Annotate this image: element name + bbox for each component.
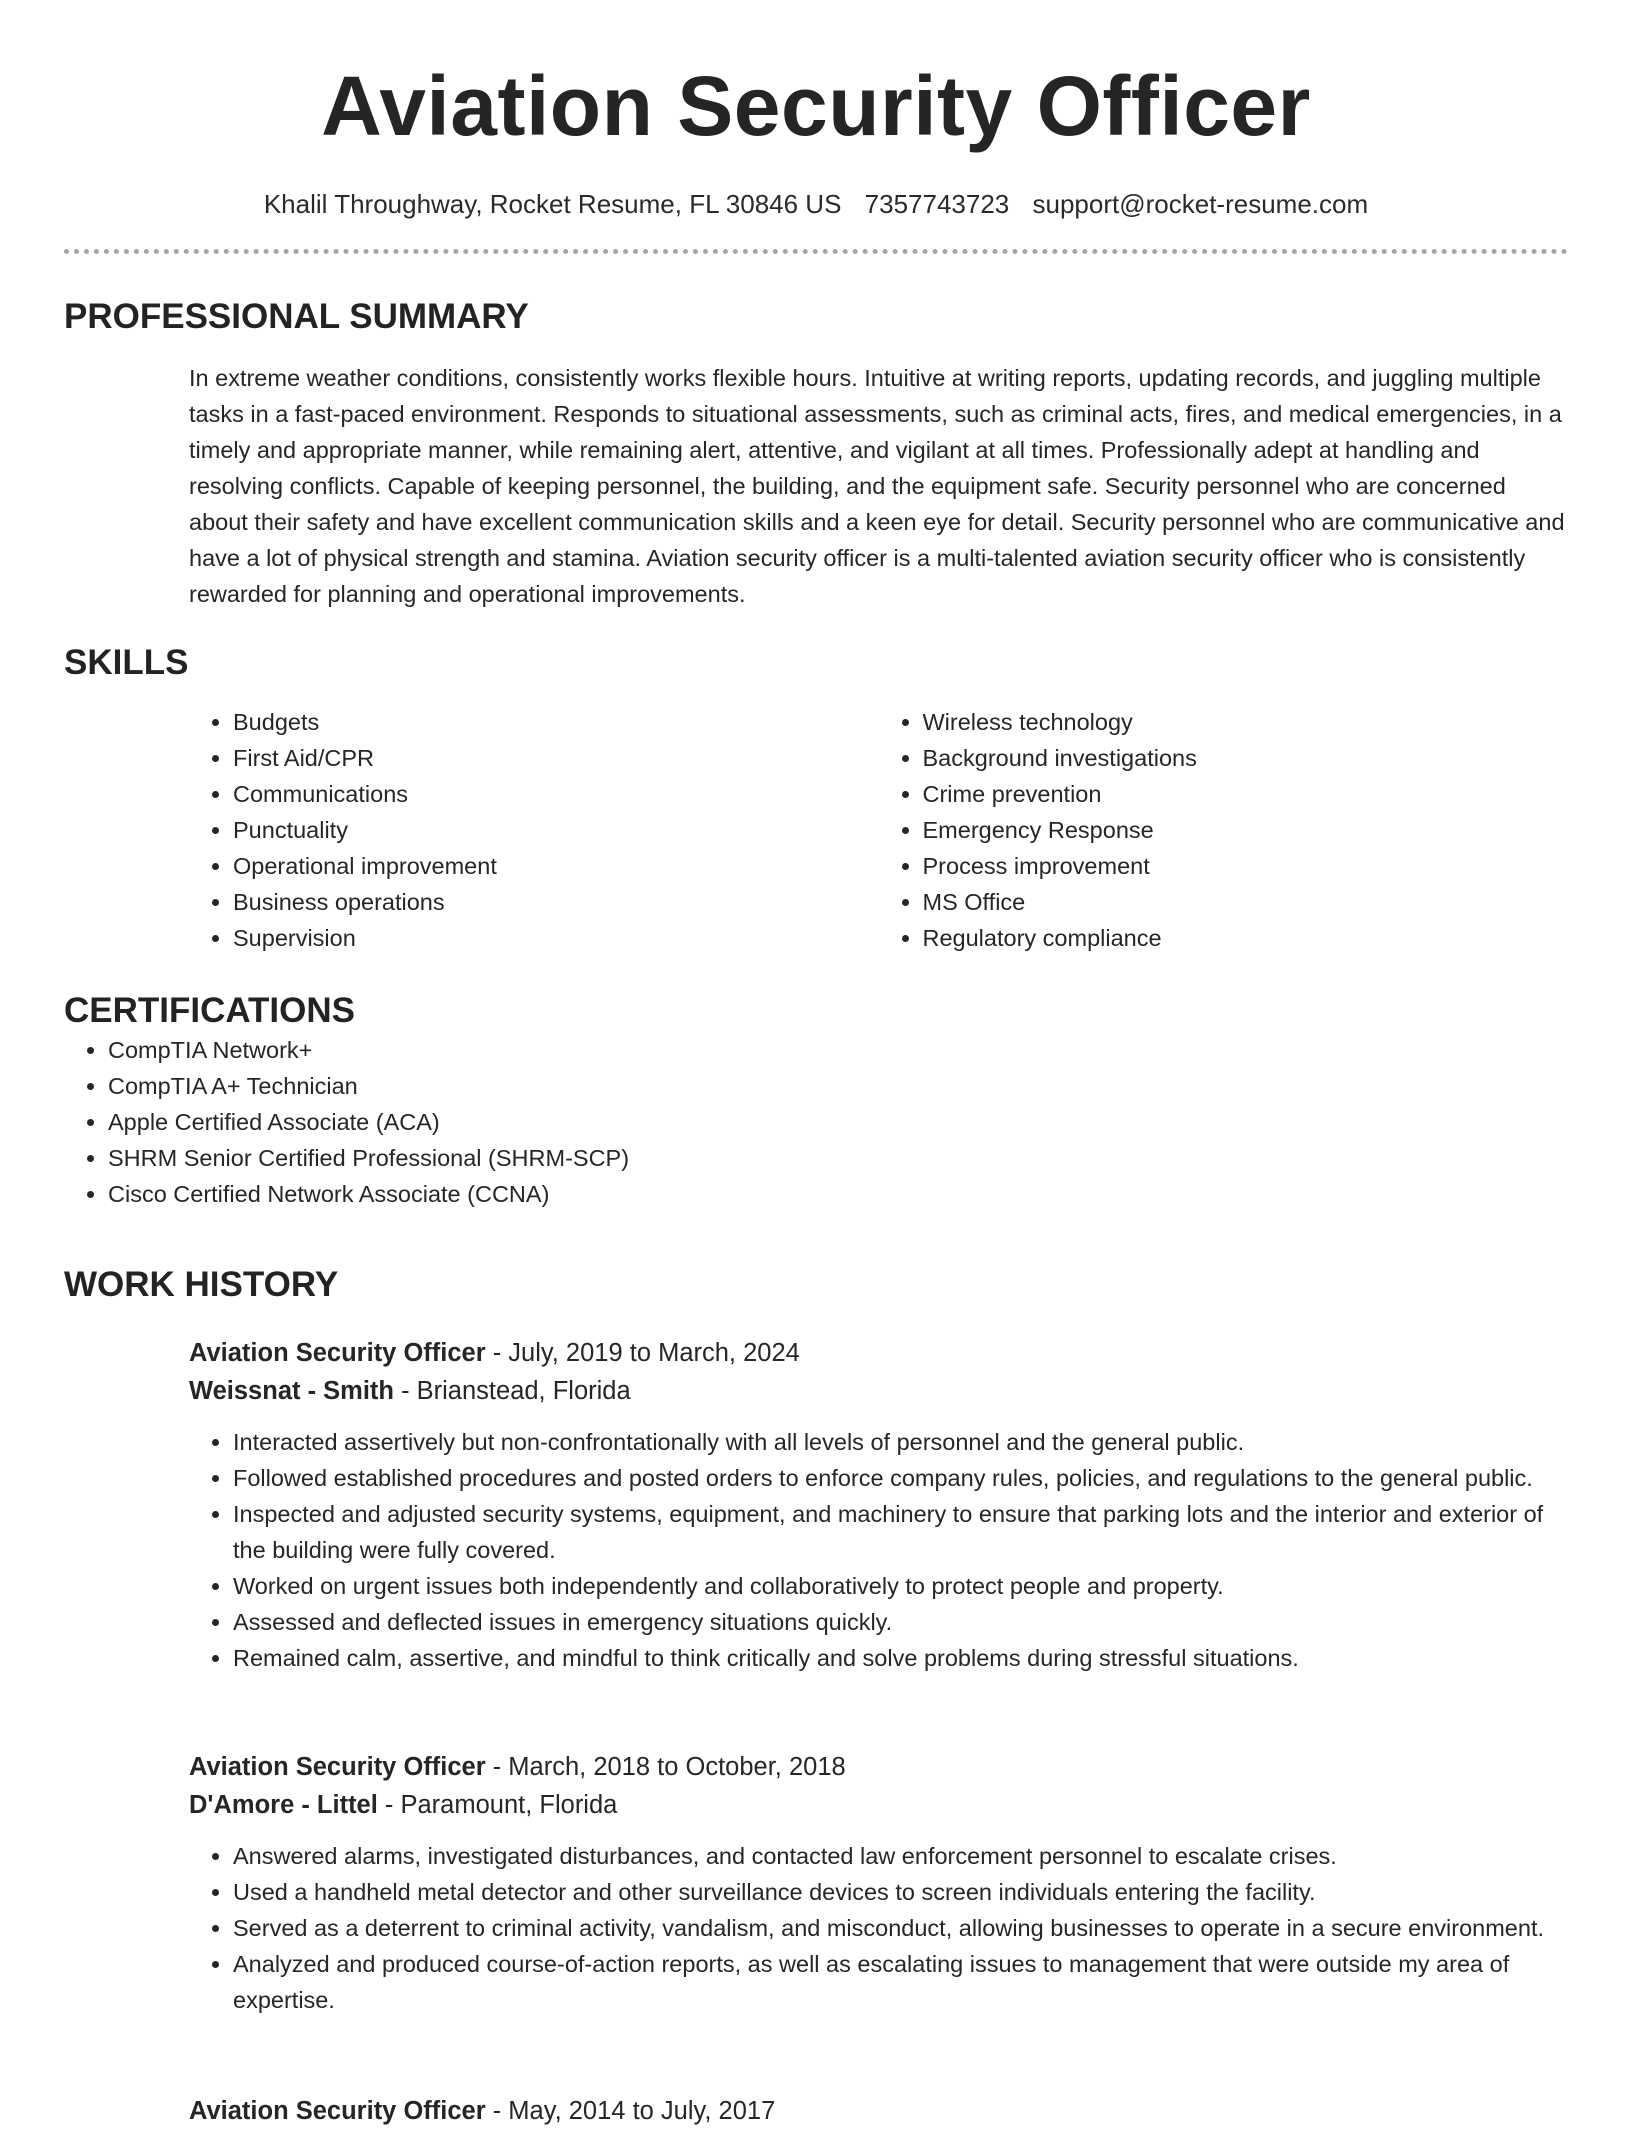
skill-item: • Business operations	[233, 884, 879, 920]
job-duties-list	[189, 1838, 1568, 2018]
certification-item: • Cisco Certified Network Associate (CCNA)	[108, 1176, 1568, 1212]
skills-list-left	[189, 704, 879, 956]
skill-item: • Regulatory compliance	[923, 920, 1569, 956]
job-body	[189, 1748, 1568, 2018]
job-title-line	[189, 1334, 1568, 1372]
job-company-line	[189, 1372, 1568, 1410]
certification-item: • SHRM Senior Certified Professional (SHRM-SCP)	[108, 1140, 1568, 1176]
job-location: - Brianstead, Florida	[393, 1377, 631, 1405]
skill-item: • Operational improvement	[233, 848, 879, 884]
job-duties-list	[189, 1424, 1568, 1676]
job-duty: • Remained calm, assertive, and mindful to think critically and solve problems during stressful situations.	[233, 1640, 1568, 1676]
job-dates: - March, 2018 to October, 2018	[485, 1753, 846, 1781]
work-history-heading: WORK HISTORY	[64, 1265, 339, 1304]
skill-item: • Emergency Response	[923, 812, 1569, 848]
contact-line	[0, 188, 1632, 220]
resume-title: Aviation Security Officer	[321, 59, 1311, 153]
job-role: Aviation Security Officer	[189, 2097, 486, 2125]
skill-item: • Punctuality	[233, 812, 879, 848]
skills-list-right	[879, 704, 1569, 956]
certification-item: • CompTIA Network+	[108, 1032, 1568, 1068]
skills-section	[64, 642, 1568, 956]
work-history-section	[64, 1264, 1568, 1306]
resume-header	[0, 0, 1632, 220]
job-body	[189, 2092, 1568, 2130]
job-company: Weissnat - Smith	[189, 1377, 394, 1405]
job-duty: • Assessed and deflected issues in emergency situations quickly.	[233, 1604, 1568, 1640]
job-entry	[64, 1748, 1568, 2018]
job-duty: • Answered alarms, investigated disturbances, and contacted law enforcement personnel to escalate crises.	[233, 1838, 1568, 1874]
job-title-line	[189, 1748, 1568, 1786]
job-duty: • Analyzed and produced course-of-action reports, as well as escalating issues to management that were outside my area of expertise.	[233, 1946, 1568, 2018]
job-duty: • Served as a deterrent to criminal activity, vandalism, and misconduct, allowing businesses to operate in a secure environment.	[233, 1910, 1568, 1946]
skill-item: • MS Office	[923, 884, 1569, 920]
contact-phone: 7357743723	[864, 189, 1010, 219]
job-dates: - July, 2019 to March, 2024	[485, 1339, 800, 1367]
job-dates: - May, 2014 to July, 2017	[485, 2097, 776, 2125]
skill-item: • Communications	[233, 776, 879, 812]
job-location: - Paramount, Florida	[377, 1791, 618, 1819]
summary-heading: PROFESSIONAL SUMMARY	[64, 297, 529, 336]
skill-item: • Crime prevention	[923, 776, 1569, 812]
contact-email: support@rocket-resume.com	[1032, 189, 1369, 219]
job-company: D'Amore - Littel	[189, 1791, 378, 1819]
certifications-heading: CERTIFICATIONS	[64, 991, 356, 1030]
skills-heading: SKILLS	[64, 643, 189, 682]
skill-item: • Background investigations	[923, 740, 1569, 776]
job-duty: • Used a handheld metal detector and other surveillance devices to screen individuals entering the facility.	[233, 1874, 1568, 1910]
job-entry	[64, 2092, 1568, 2130]
job-role: Aviation Security Officer	[189, 1339, 486, 1367]
skills-columns	[189, 704, 1568, 956]
job-duty: • Worked on urgent issues both independently and collaboratively to protect people and property.	[233, 1568, 1568, 1604]
contact-address: Khalil Throughway, Rocket Resume, FL 30846 US	[263, 189, 842, 219]
certifications-list	[64, 1032, 1568, 1212]
summary-text: In extreme weather conditions, consistently works flexible hours. Intuitive at writing reports, updating records, and juggling multiple tasks in a fast-paced environment. Responds to situational assessments, such as criminal acts, fires, and medical emergencies, in a timely and appropriate manner, while remaining alert, attentive, and vigilant at all times. Professionally adept at handling and resolving conflicts. Capable of keeping personnel, the building, and the equipment safe. Security personnel who are concerned about their safety and have excellent communication skills and a keen eye for detail. Security personnel who are communicative and have a lot of physical strength and stamina. Aviation security officer is a multi-talented aviation security officer who is consistently rewarded for planning and operational improvements.	[189, 365, 1565, 607]
certifications-section	[64, 990, 1568, 1212]
skill-item: • First Aid/CPR	[233, 740, 879, 776]
job-duty: • Interacted assertively but non-confrontationally with all levels of personnel and the general public.	[233, 1424, 1568, 1460]
job-duty: • Followed established procedures and posted orders to enforce company rules, policies, and regulations to the general public.	[233, 1460, 1568, 1496]
job-role: Aviation Security Officer	[189, 1753, 486, 1781]
certification-item: • CompTIA A+ Technician	[108, 1068, 1568, 1104]
skill-item: • Budgets	[233, 704, 879, 740]
header-divider	[64, 249, 1568, 254]
summary-section	[64, 296, 1568, 612]
job-body	[189, 1334, 1568, 1676]
job-title-line	[189, 2092, 1568, 2130]
certification-item: • Apple Certified Associate (ACA)	[108, 1104, 1568, 1140]
job-company-line	[189, 1786, 1568, 1824]
skill-item: • Wireless technology	[923, 704, 1569, 740]
skill-item: • Supervision	[233, 920, 879, 956]
job-duty: • Inspected and adjusted security systems, equipment, and machinery to ensure that parking lots and the interior and exterior of the building were fully covered.	[233, 1496, 1568, 1568]
skill-item: • Process improvement	[923, 848, 1569, 884]
job-entry	[64, 1334, 1568, 1676]
